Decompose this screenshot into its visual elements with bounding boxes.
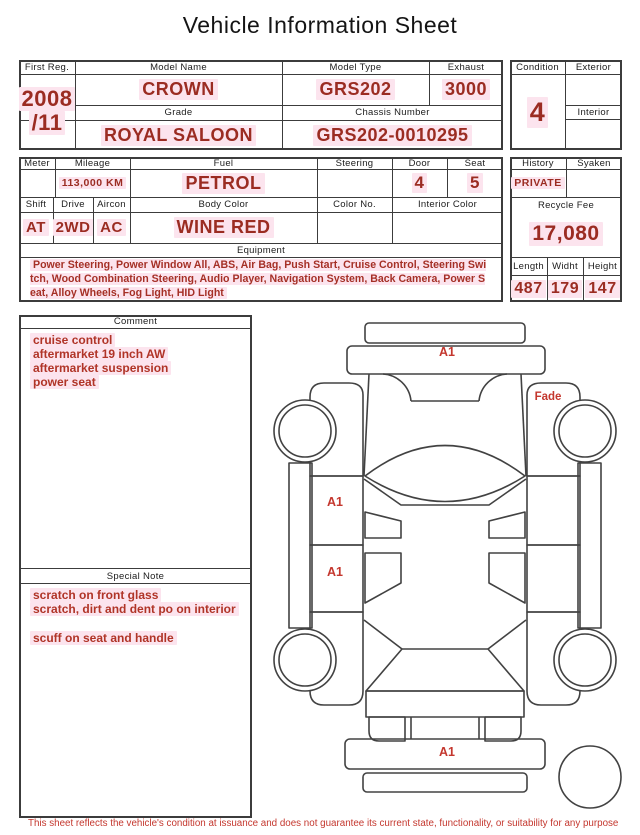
hood-edge-right <box>521 374 526 476</box>
hood-edge-left <box>364 374 369 476</box>
recycle-fee-label: Recycle Fee <box>537 199 595 211</box>
right-rear-door <box>527 545 580 612</box>
history-label: History <box>522 157 554 169</box>
body-color-text: WINE RED <box>174 217 274 238</box>
first-reg-label: First Reg. <box>24 61 70 73</box>
front-left-wheel-inner <box>279 405 331 457</box>
interior-label: Interior <box>577 106 610 118</box>
comment-line: aftermarket suspension <box>30 361 171 375</box>
condition-label: Condition <box>516 61 559 73</box>
rear-window <box>366 649 524 691</box>
height-text: 147 <box>585 280 619 298</box>
front-lip <box>365 323 525 343</box>
body-color-value <box>130 212 317 243</box>
shift-text: AT <box>23 219 49 236</box>
front-right-wheel-inner <box>559 405 611 457</box>
length-value <box>510 275 547 302</box>
door-value <box>392 169 447 197</box>
fuel-value <box>130 169 317 197</box>
exhaust-value <box>429 74 503 105</box>
aircon-text: AC <box>97 219 126 236</box>
recycle-fee-value <box>510 213 622 255</box>
right-sill <box>578 463 601 628</box>
shift-value <box>19 212 53 243</box>
rear-right-wheel-inner <box>559 634 611 686</box>
shift-label: Shift <box>25 199 47 210</box>
comment-line: aftermarket 19 inch AW <box>30 347 168 361</box>
rear-right-seat <box>489 553 525 603</box>
special-note-line: scratch on front glass <box>30 588 161 602</box>
chassis-number-value <box>282 120 503 150</box>
first-reg-month: /11 <box>29 111 66 135</box>
drive-label: Drive <box>61 199 85 210</box>
rear-left-wheel-inner <box>279 634 331 686</box>
damage-label-left-front-door: A1 <box>327 495 343 509</box>
windshield-roof <box>365 446 525 502</box>
condition-value <box>510 74 565 150</box>
comment-line: power seat <box>30 375 99 389</box>
rear-left-seat <box>365 553 401 603</box>
fuel-label: Fuel <box>213 157 234 169</box>
condition-text: 4 <box>527 97 549 128</box>
right-front-door <box>527 476 580 545</box>
syaken-label: Syaken <box>577 157 611 169</box>
height-value <box>583 275 622 302</box>
width-text: 179 <box>548 280 582 298</box>
interior-color-label: Interior Color <box>417 199 478 210</box>
left-sill <box>289 463 312 628</box>
trunk-corner-right <box>485 717 521 741</box>
comment-line: cruise control <box>30 333 115 347</box>
equipment-value <box>30 259 488 301</box>
grade-value <box>75 120 282 150</box>
aircon-value <box>93 212 130 243</box>
grid-line <box>565 119 622 120</box>
comment-box <box>19 315 252 818</box>
body-color-label: Body Color <box>198 199 249 210</box>
model-type-label: Model Type <box>329 61 382 73</box>
first-reg-value <box>19 76 75 146</box>
model-type-text: GRS202 <box>316 79 394 100</box>
length-label: Length <box>513 260 544 272</box>
damage-label-left-rear-door: A1 <box>327 565 343 579</box>
chassis-number-text: GRS202-0010295 <box>313 125 471 146</box>
special-note-line: scuff on seat and handle <box>30 631 177 645</box>
car-damage-diagram <box>265 315 640 818</box>
damage-label-rear-bumper: A1 <box>439 745 455 759</box>
left-front-door <box>310 476 363 545</box>
seat-value <box>447 169 503 197</box>
trunk <box>366 691 524 717</box>
c-pillar-left <box>364 620 402 649</box>
door-label: Door <box>408 157 431 169</box>
seat-text: 5 <box>467 173 483 193</box>
exterior-label: Exterior <box>575 61 612 73</box>
disclaimer-text: This sheet reflects the vehicle's condition at issuance and does not guarantee its current state, functionality, or suitability for any purpose <box>28 818 619 829</box>
cowl-arc-left <box>383 374 411 401</box>
c-pillar-right <box>488 620 526 649</box>
trunk-corner-left <box>369 717 405 741</box>
color-no-label: Color No. <box>333 199 376 210</box>
special-note-label: Special Note <box>106 570 165 582</box>
rear-lip <box>363 773 527 792</box>
model-type-value <box>282 74 429 105</box>
grade-label: Grade <box>164 107 193 118</box>
fuel-text: PETROL <box>182 173 264 194</box>
steering-label: Steering <box>335 157 374 169</box>
grade-text: ROYAL SALOON <box>101 125 256 146</box>
damage-label-front-bumper: A1 <box>439 345 455 359</box>
exhaust-text: 3000 <box>442 79 490 100</box>
model-name-value <box>75 74 282 105</box>
comment-label: Comment <box>113 316 158 327</box>
mileage-value <box>55 169 130 197</box>
recycle-fee-text: 17,080 <box>529 222 602 246</box>
grid-line <box>19 328 252 329</box>
damage-label-fade: Fade <box>534 391 562 403</box>
first-reg-year: 2008 <box>19 87 76 111</box>
special-note-lines <box>30 589 245 646</box>
aircon-label: Aircon <box>97 199 126 210</box>
equipment-text: Power Steering, Power Window All, ABS, Air Bag, Push Start, Cruise Control, Steering Switch, Wood Combination Steering, Audio Player, Navigation System, Back Camera, Power Seat, Alloy Wheels, Fog Light, HID Light <box>30 259 487 299</box>
model-name-text: CROWN <box>139 79 218 100</box>
chassis-number-label: Chassis Number <box>355 107 430 118</box>
history-text: PRIVATE <box>511 177 564 189</box>
exhaust-label: Exhaust <box>447 61 485 73</box>
meter-label: Meter <box>24 157 50 169</box>
grid-line <box>19 583 252 584</box>
length-text: 487 <box>511 280 545 298</box>
mileage-text: 113,000 KM <box>59 177 127 189</box>
history-value <box>510 169 566 197</box>
special-note-line: scratch, dirt and dent po on interior <box>30 602 239 616</box>
door-text: 4 <box>412 173 428 193</box>
front-right-seat <box>489 512 525 538</box>
mileage-label: Mileage <box>74 157 111 169</box>
comment-lines <box>30 334 242 390</box>
front-left-seat <box>365 512 401 538</box>
grid-line <box>19 257 503 258</box>
page-title: Vehicle Information Sheet <box>182 12 458 38</box>
model-name-label: Model Name <box>150 61 207 73</box>
cowl-arc-right <box>479 374 507 401</box>
height-label: Height <box>587 260 618 272</box>
equipment-label: Equipment <box>236 244 286 256</box>
width-value <box>547 275 583 302</box>
spare-tire <box>559 746 621 808</box>
drive-value <box>53 212 93 243</box>
seat-label: Seat <box>464 157 486 169</box>
width-label: Widht <box>552 260 578 272</box>
drive-text: 2WD <box>53 219 94 236</box>
